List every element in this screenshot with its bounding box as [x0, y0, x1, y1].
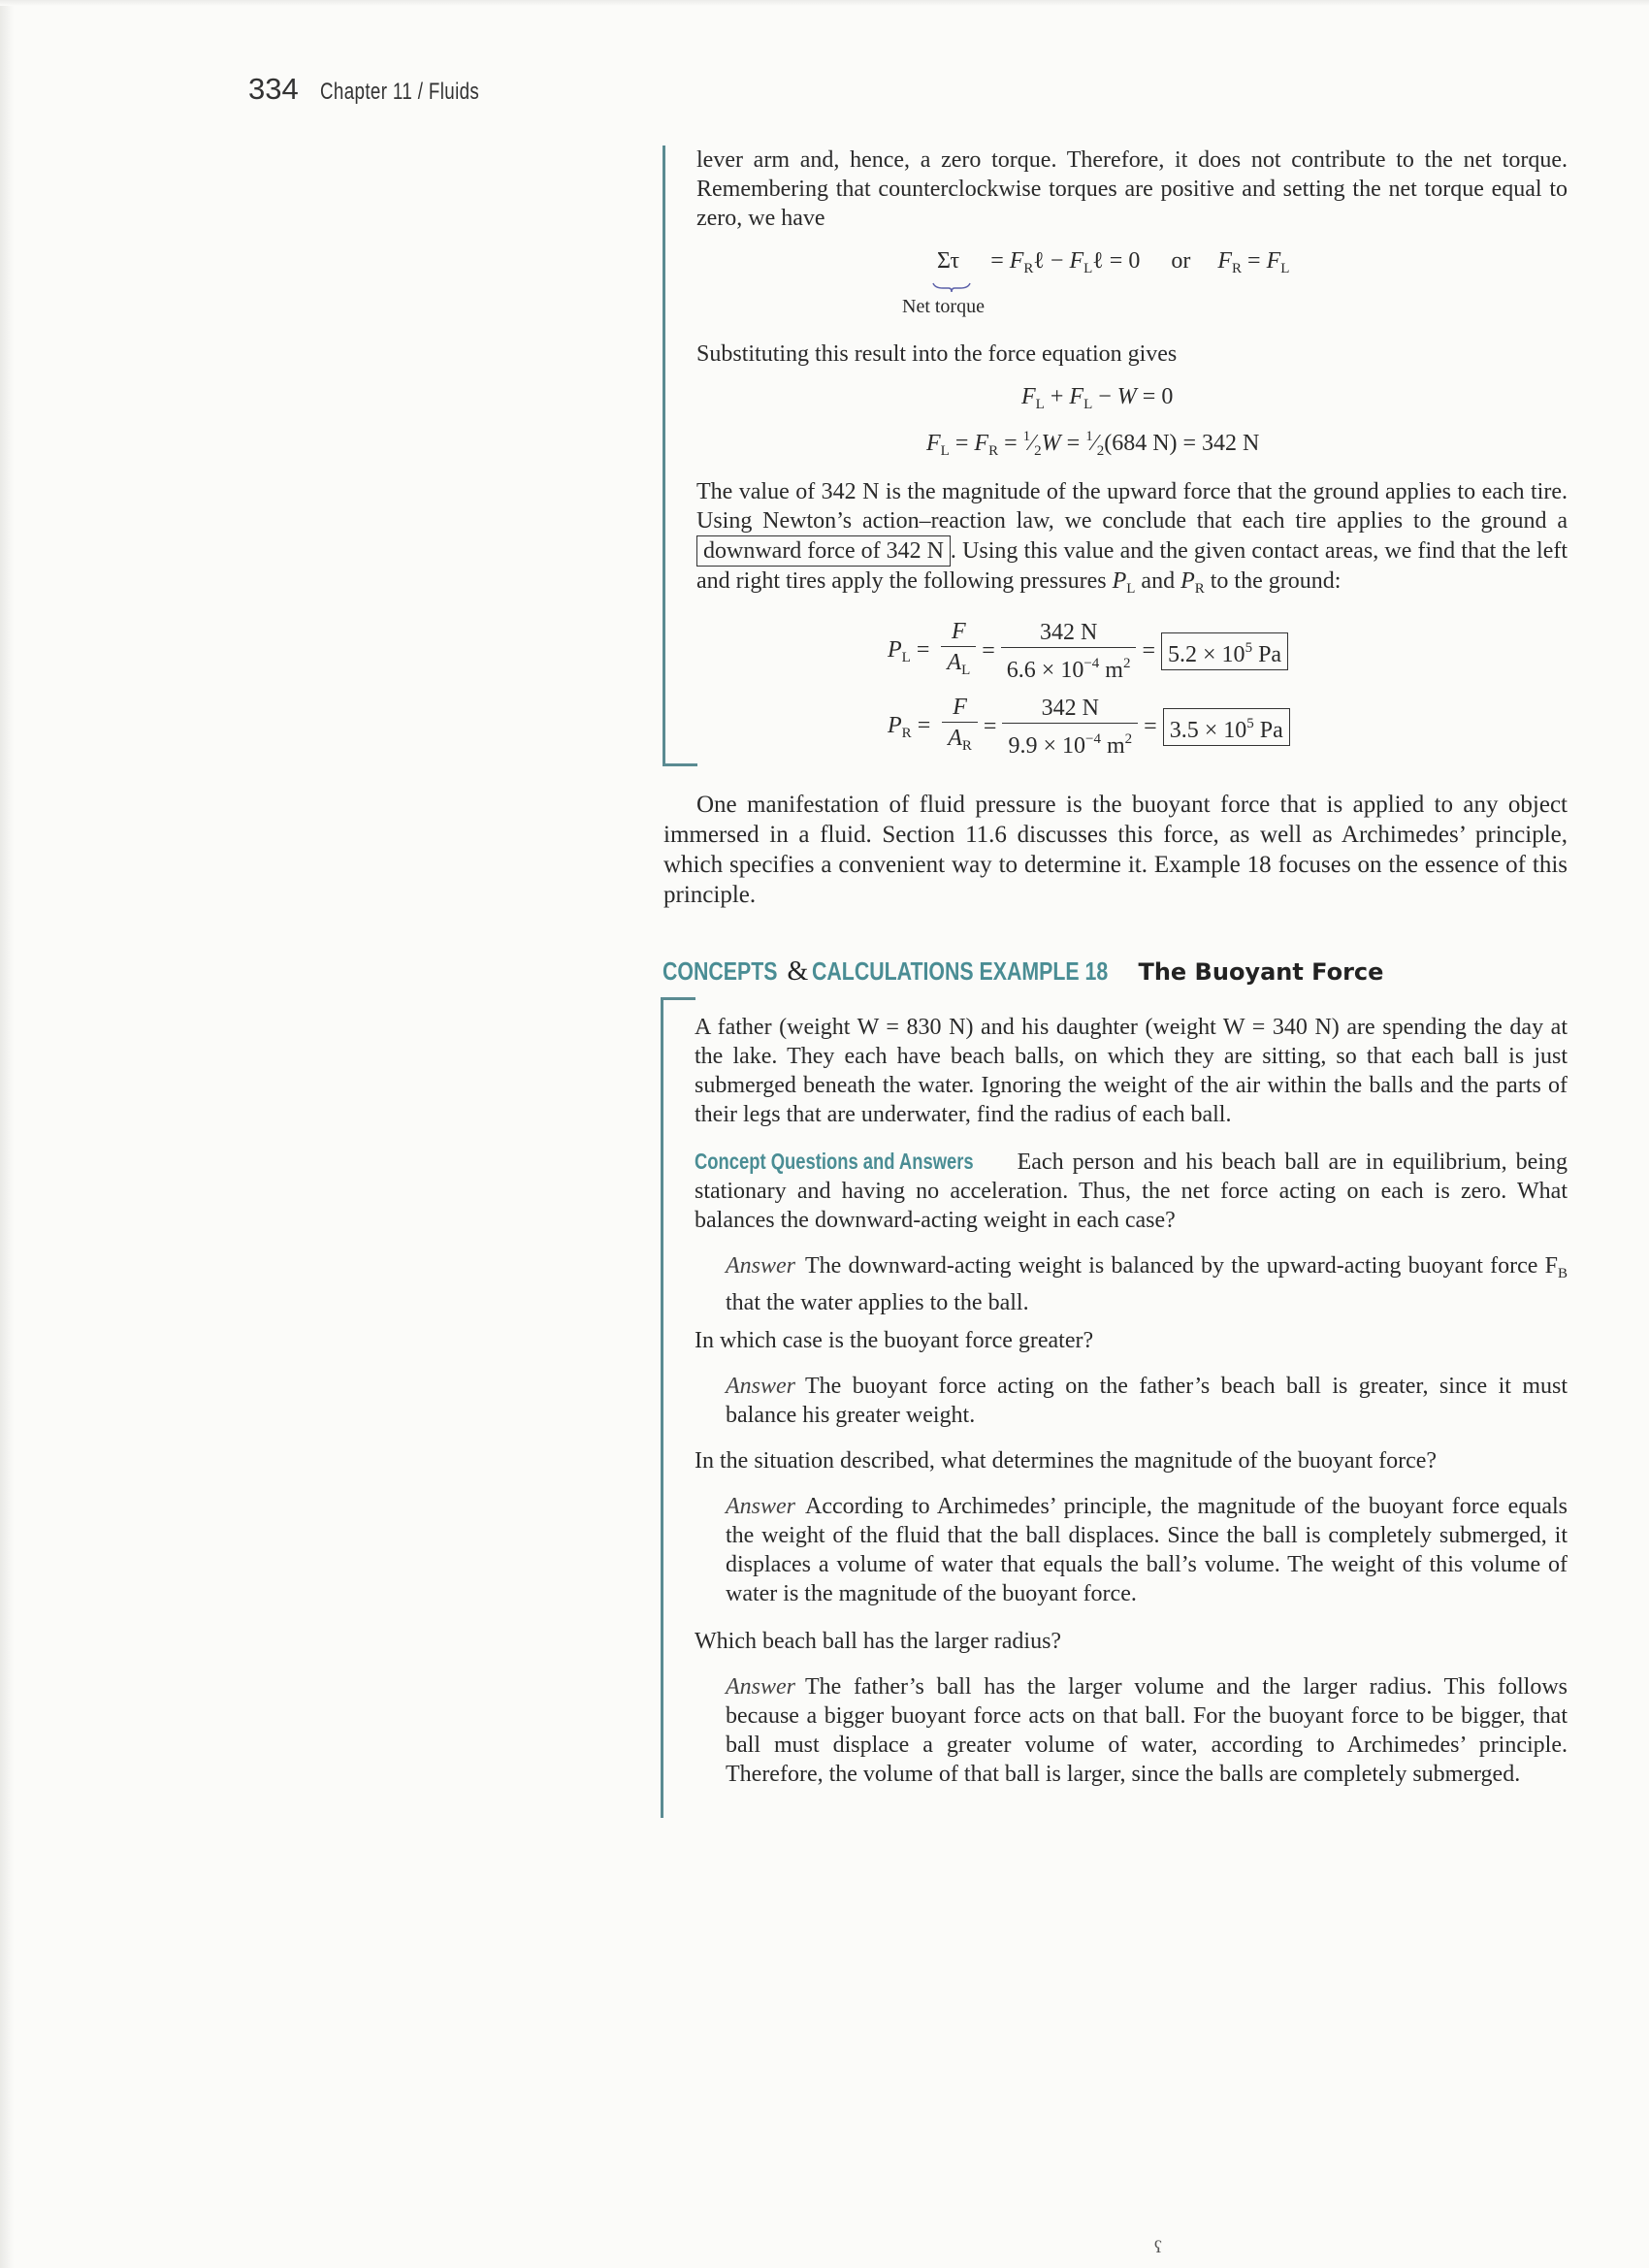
boxed-answer-pr: $3.5 \times 10^5$ Pa [1163, 708, 1290, 746]
example-heading [663, 956, 1383, 988]
concept-questions-label: Concept Questions and Answers [695, 1149, 974, 1174]
force-result-equation: $F_L = F_R$ = $^1⁄_2W$ = $^1⁄_2(684$ N) = 342 N [926, 429, 1260, 459]
answer-label: Answer [726, 1494, 795, 1519]
pr-denominator: 9.9 × 10 [1008, 732, 1086, 759]
solution-paragraph-1: lever arm and, hence, a zero torque. Therefore, it does not contribute to the net torque. Remembering that counterclockwise torques are positive and setting the net torque equal to zero, we have [696, 147, 1568, 231]
concepts-label: CONCEPTS [663, 956, 778, 986]
force-equation: $F_L + F_L - W = 0$ [1021, 384, 1174, 412]
underbrace [931, 281, 972, 293]
answer-2-text: The buoyant force acting on the father’s beach ball is greater, since it must balance his greater weight. [726, 1374, 1568, 1428]
answer-label: Answer [726, 1253, 795, 1279]
question-2: In which case is the buoyant force greater? [695, 1328, 1094, 1353]
body-paragraph: One manifestation of fluid pressure is the buoyant force that is applied to any object immersed in a fluid. Section 11.6 discusses this force, as well as Archimedes’ principle, which specifies a convenient way to determine it. Example 18 focuses on the essence of this principle. [663, 792, 1568, 908]
net-torque-label: Net torque [902, 296, 985, 317]
answer-1: Answer The downward-acting weight is balanced by the upward-acting buoyant force $F_B$ that the water applies to the ball. [726, 1253, 1568, 1315]
answer-label: Answer [726, 1674, 795, 1700]
solution-bracket [663, 146, 665, 766]
answer-2 [726, 1372, 1568, 1430]
p3-text-c: to the ground: [1210, 568, 1342, 594]
p3-text-a: The value of 342 N is the magnitude of the upward force that the ground applies to each tire. Using Newton’s action–reaction law, we conclude that each tire applies to the ground a [696, 479, 1568, 534]
boxed-answer-pl: $5.2 \times 10^5$ Pa [1161, 632, 1288, 670]
example-bracket [661, 997, 663, 1818]
answer-4-text: The father’s ball has the larger volume and the larger radius. This follows because a bigger buoyant force acts on that ball. For the buoyant force to be bigger, that ball must displace a greater volume of water, according to Archimedes’ principle. Therefore, the volume of that ball is larger, since the balls are completely submerged. [726, 1674, 1568, 1787]
answer-label: Answer [726, 1374, 795, 1399]
running-header [248, 72, 524, 107]
torque-equation: $\Sigma\tau = F_R\ell$ − $F_L\ell = 0$ or $F_R = F_L$ [937, 248, 1290, 276]
p3-text-b: . Using this value and the given contact areas, we find that the left and right tires apply the following pressures [696, 538, 1568, 594]
solution-bracket-foot [663, 763, 697, 766]
calculations-label: CALCULATIONS EXAMPLE 18 [812, 956, 1109, 986]
solution-paragraph-3: The value of 342 N is the magnitude of the upward force that the ground applies to each tire. Using Newton’s action–reaction law, we conclude that each tire applies to the ground a downward force of 342 N . Using this value and the given contact areas, we find that the left and right tires apply the following pressures $P_L$ and $P_R$ to the ground: [696, 479, 1568, 597]
pl-numerator: 342 N [1039, 619, 1098, 645]
answer-3-text: According to Archimedes’ principle, the magnitude of the buoyant force equals the weight of the fluid that the ball displaces. Since the ball is completely submerged, it displaces a volume of water that equals the ball’s volume. The weight of this volume of water is the magnitude of the buoyant force. [726, 1494, 1568, 1606]
scan-mark: ʕ [1154, 2237, 1162, 2256]
example-title: The Buoyant Force [1138, 958, 1384, 986]
answer-3 [726, 1492, 1568, 1608]
pl-denominator: 6.6 × 10 [1006, 657, 1084, 683]
chapter-title: Chapter 11 / Fluids [319, 79, 479, 105]
pr-numerator: 342 N [1041, 695, 1099, 721]
page-edge-shadow [0, 0, 14, 2268]
question-3: In the situation described, what determines the magnitude of the buoyant force? [695, 1448, 1438, 1474]
question-1-text: Each person and his beach ball are in equilibrium, being stationary and having no acceleration. Thus, the net force acting on each is zero. What balances the downward-acting weight in each case? [695, 1150, 1568, 1233]
solution-paragraph-2: Substituting this result into the force equation gives [696, 341, 1178, 367]
pressure-left-equation: $P_L$ = $\frac{F}{A_L}$ = $\frac{342 N}{6.6 \times 10^{-4} m^2}$ = $5.2 \times 10^5$ Pa [888, 617, 1288, 686]
page-number: 334 [248, 72, 299, 106]
pressure-right-equation: $P_R$ = $\frac{F}{A_R}$ = $\frac{342 N}{9.9 \times 10^{-4} m^2}$ = $3.5 \times 10^5$ Pa [888, 693, 1290, 761]
example-bracket-top [661, 997, 695, 1000]
answer-1-text: The downward-acting weight is balanced by the upward-acting buoyant force F [805, 1253, 1558, 1279]
sigma-tau: Στ [937, 248, 960, 274]
boxed-answer-force: downward force of 342 N [696, 535, 951, 567]
ampersand: & [787, 956, 809, 987]
page-top-shadow [0, 0, 1649, 6]
answer-4 [726, 1672, 1568, 1789]
question-4: Which beach ball has the larger radius? [695, 1629, 1062, 1654]
answer-1-end: that the water applies to the ball. [726, 1290, 1029, 1315]
example-problem: A father (weight W = 830 N) and his daughter (weight W = 340 N) are spending the day at the lake. They each have beach balls, on which they are sitting, so that each ball is just submerged beneath the water. Ignoring the weight of the air within the balls and the parts of their legs that are underwater, find the radius of each ball. [695, 1015, 1568, 1127]
concept-question-1 [695, 1147, 1568, 1235]
